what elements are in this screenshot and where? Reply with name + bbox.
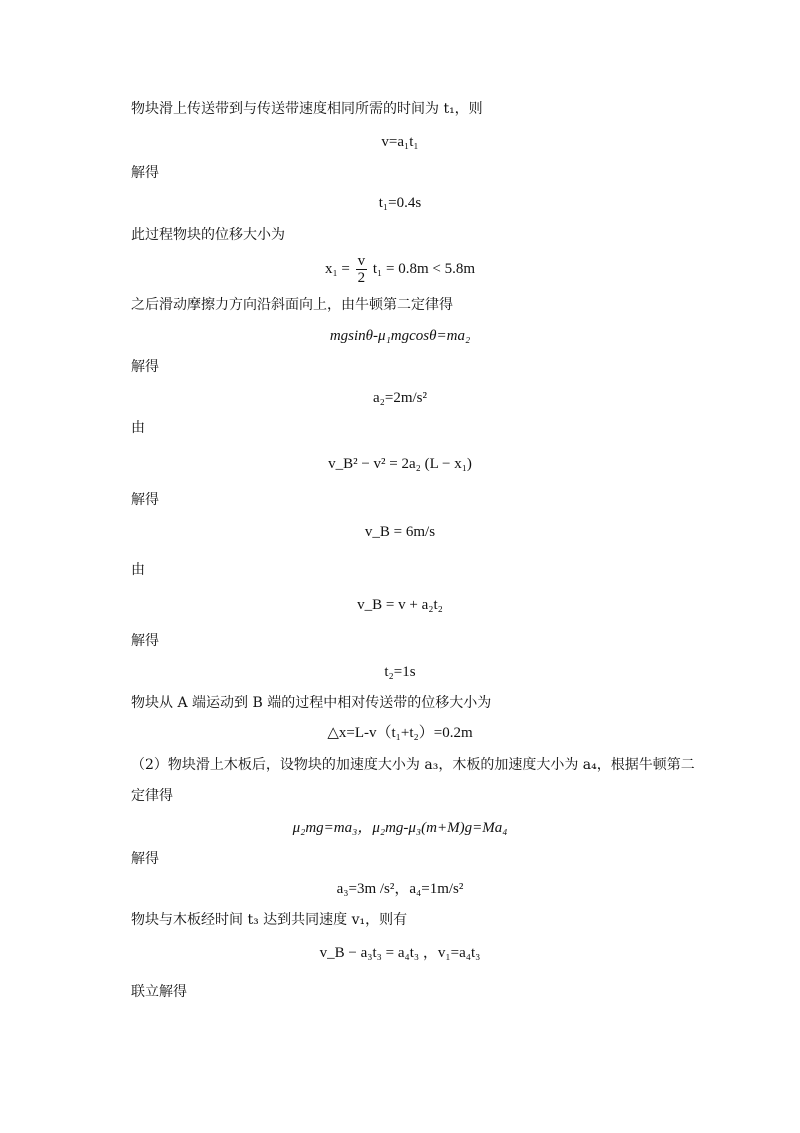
equation: a₃=3m /s²，a₄=1m/s² [336, 881, 464, 897]
equation: v_B² − v² = 2a₂ (L − x₁) [328, 456, 472, 472]
fraction-denominator: 2 [357, 270, 366, 287]
equation: t₂=1s [384, 664, 416, 680]
equation: μ₂mg=ma₃，μ₂mg-μ₃(m+M)g=Ma₄ [292, 820, 508, 836]
equation: △x=L-v（t₁+t₂）=0.2m [327, 725, 473, 741]
equation-lhs: x₁ = [324, 261, 350, 277]
paragraph-line: 联立解得 [131, 984, 187, 1000]
paragraph-line: 物块从 A 端运动到 B 端的过程中相对传送带的位移大小为 [131, 695, 492, 711]
fraction-numerator: v [357, 253, 366, 270]
paragraph-line: 由 [131, 562, 145, 578]
paragraph-line: 解得 [131, 633, 159, 649]
fraction [356, 253, 368, 286]
paragraph-line: 解得 [131, 165, 159, 181]
paragraph-line: 解得 [131, 492, 159, 508]
paragraph-line: 之后滑动摩擦力方向沿斜面向上，由牛顿第二定律得 [131, 297, 453, 313]
equation: v=a₁t₁ [381, 134, 419, 150]
equation: v_B − a₃t₃ = a₄t₃ ，v₁=a₄t₃ [319, 945, 481, 961]
paragraph-line: （2）物块滑上木板后，设物块的加速度大小为 a₃，木板的加速度大小为 a₄，根据牛顿第二 [131, 757, 695, 773]
paragraph-line: 此过程物块的位移大小为 [131, 227, 285, 243]
paragraph-line: 由 [131, 420, 145, 436]
equation: v_B = v + a₂t₂ [357, 597, 443, 613]
equation: v_B = 6m/s [364, 524, 436, 540]
equation: t₁=0.4s [378, 195, 422, 211]
paragraph-line: 解得 [131, 851, 159, 867]
paragraph-line: 物块滑上传送带到与传送带速度相同所需的时间为 t₁，则 [131, 101, 483, 117]
paragraph-line: 解得 [131, 359, 159, 375]
equation: a₂=2m/s² [372, 390, 428, 406]
equation-rhs: t₁ = 0.8m < 5.8m [372, 261, 476, 277]
equation-fraction [0, 252, 800, 286]
paragraph-line: 定律得 [131, 788, 173, 804]
equation: mgsinθ-μ₁mgcosθ=ma₂ [329, 328, 471, 344]
paragraph-line: 物块与木板经时间 t₃ 达到共同速度 v₁，则有 [131, 912, 408, 928]
